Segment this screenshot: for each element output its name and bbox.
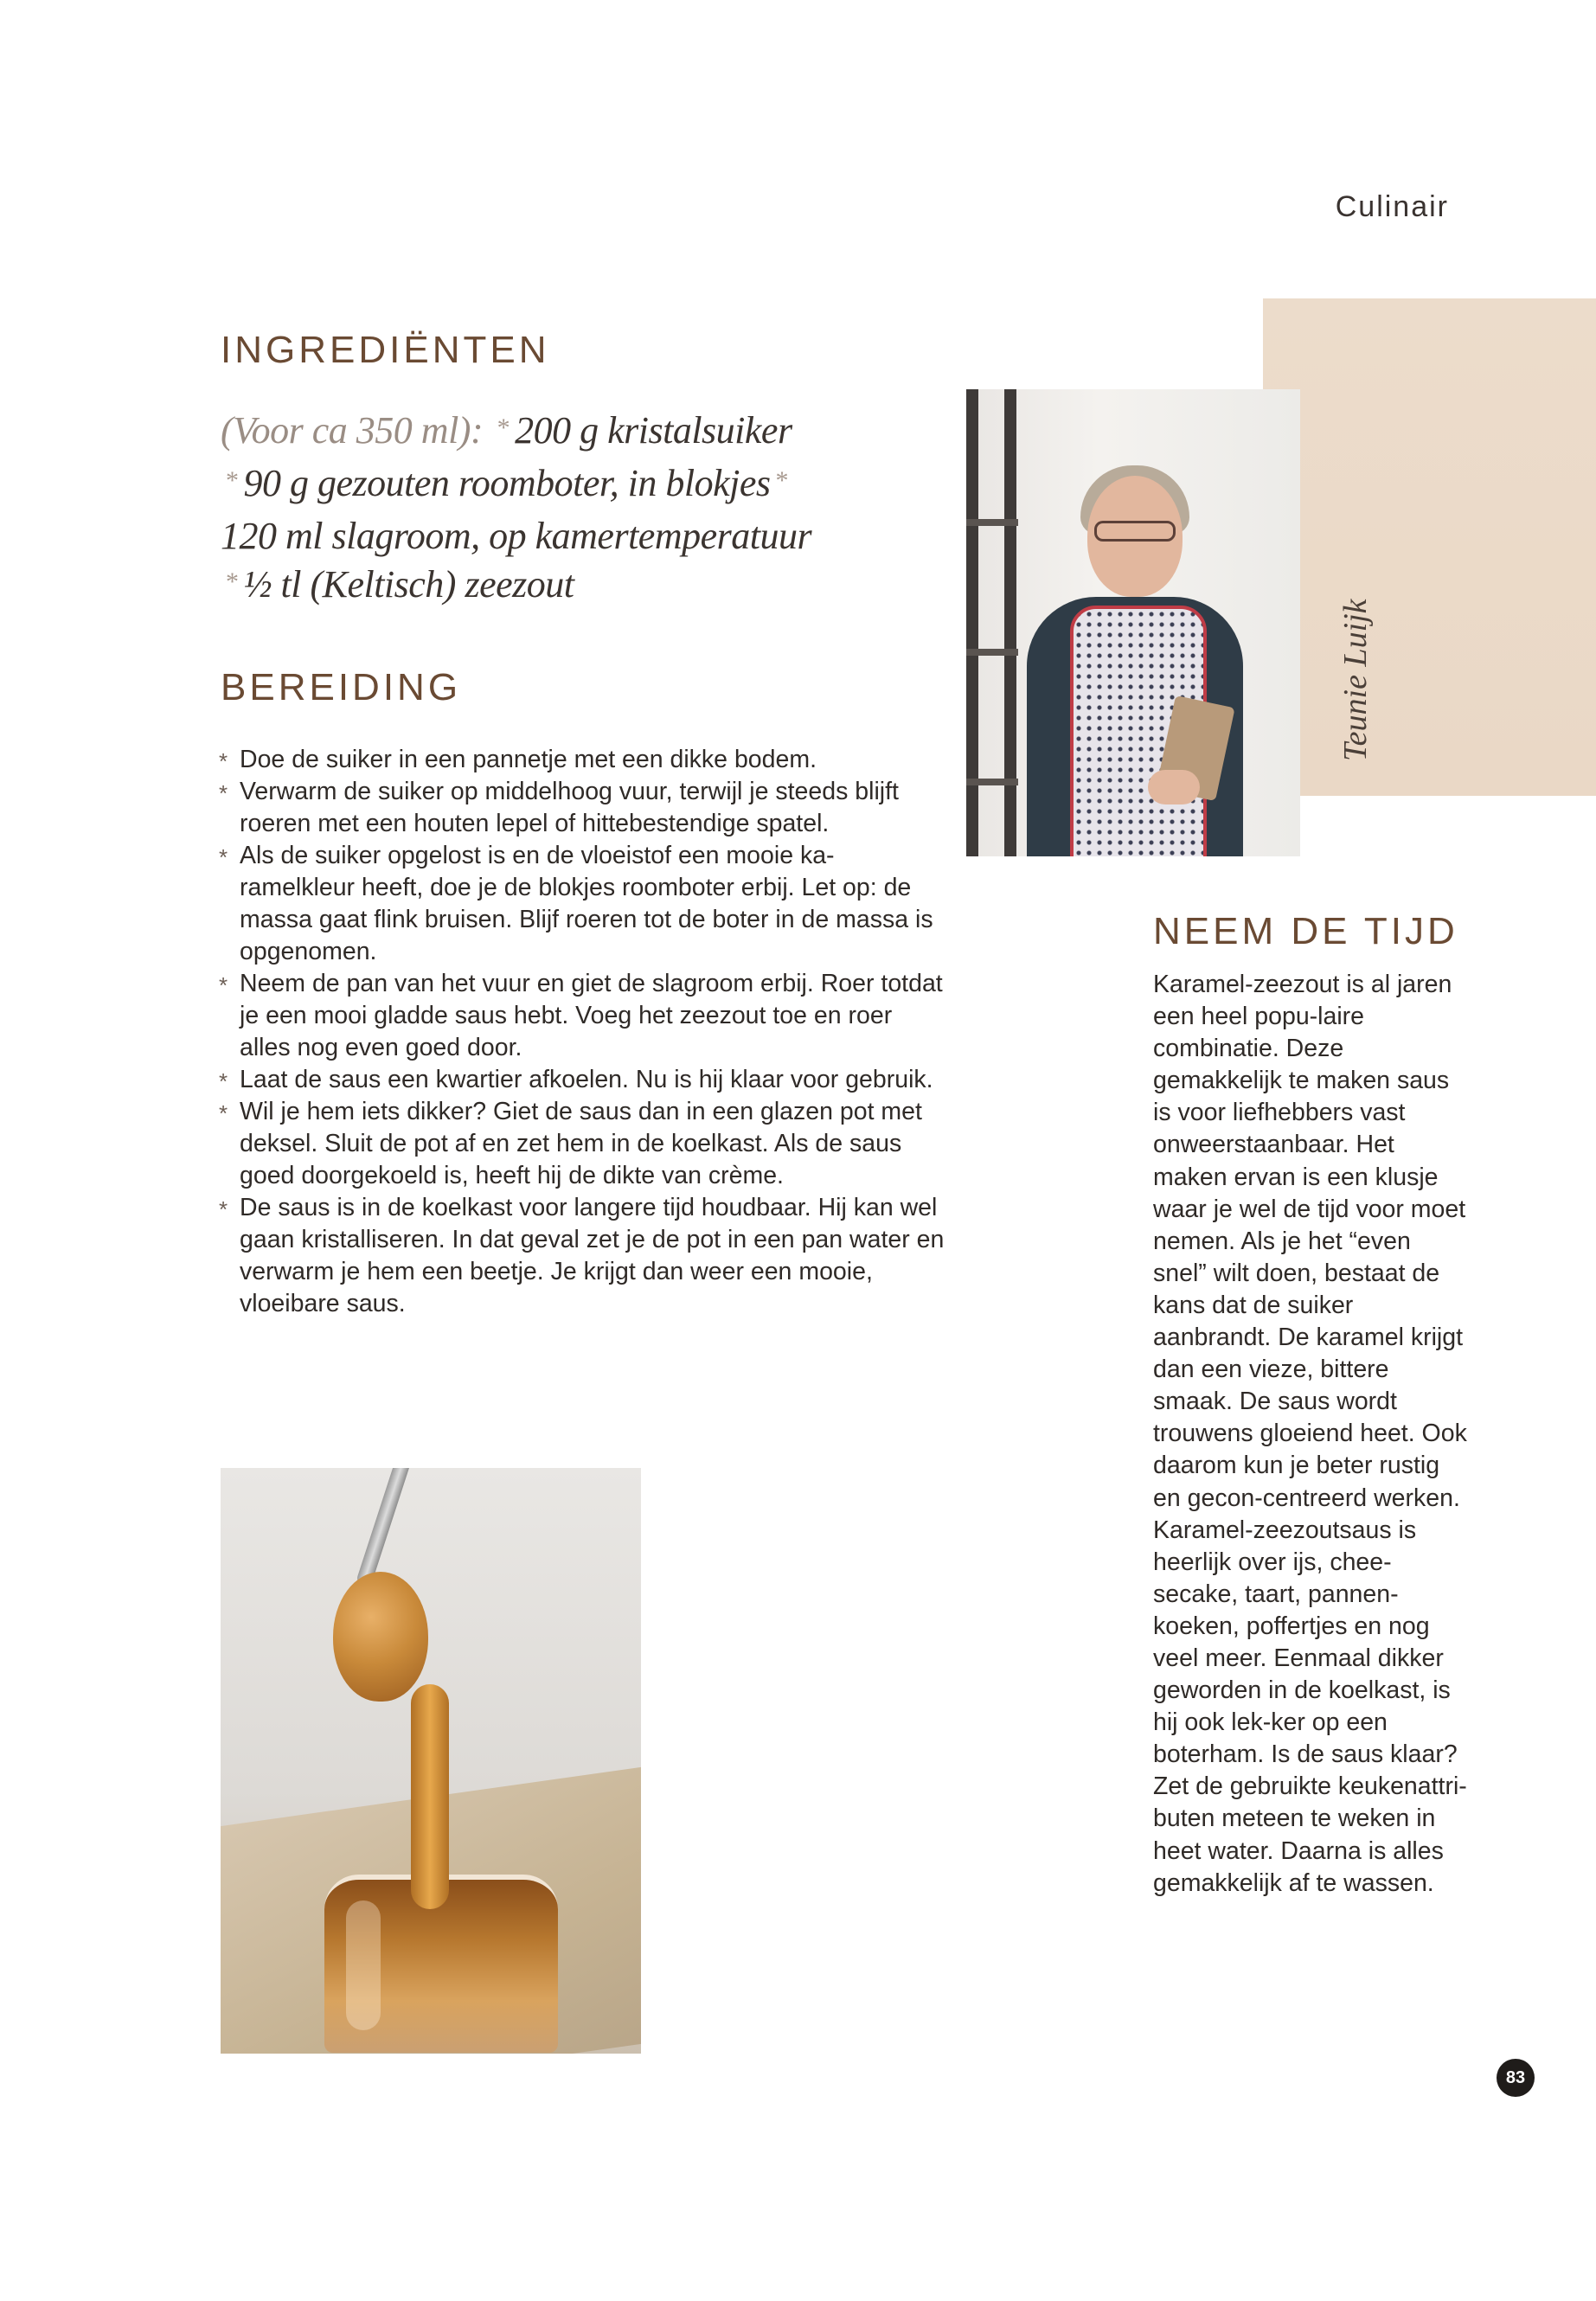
jar-highlight [346,1900,381,2030]
tip-text: Karamel-zeezout is al jaren een heel popu-laire combinatie. Deze gemakkelijk te maken saus is voor liefhebbers vast onweerstaanbaar. Het maken ervan is een klusje waar je wel de tijd voor moet nemen. Als je het “even snel” wilt doen, bestaat de kans dat de suiker aanbrandt. De karamel krijgt dan een vieze, bittere smaak. De saus wordt trouwens gloeiend heet. Ook daarom kun je beter rustig en gecon-centreerd werken. Karamel-zeezoutsaus is heerlijk over ijs, chee-secake, taart, pannen-koeken, poffertjes en nog veel meer. Eenmaal dikker geworden in de koelkast, is hij ook lek-ker op een boterham. Is de saus klaar? Zet de gebruikte keukenattri-buten meteen te weken in heet water. Daarna is alles gemakkelijk af te wassen. [1153,971,1467,1897]
preparation-steps [219,744,945,1320]
shelf-board [966,779,1018,785]
bullet-star-icon: * [226,567,239,596]
preparation-heading: BEREIDING [221,666,462,708]
ingredients-text [221,407,826,613]
spoon-handle [356,1468,413,1588]
ingredient-item: 200 g kristalsuiker [515,409,792,452]
section-label: Culinair [1335,190,1449,223]
page-number-badge: 83 [1497,2059,1535,2097]
ingredient-item: ½ tl (Keltisch) zeezout [243,563,574,606]
preparation-step: * De saus is in de koelkast voor langere tijd houdbaar. Hij kan wel gaan kristalliseren. In dat geval zet je de pot in een pan water en verwarm je hem een beetje. Je krijgt dan weer een mooie, vloeibare saus. [219,1192,945,1320]
shelf-board [966,519,1018,526]
preparation-step: * Als de suiker opgelost is en de vloeistof een mooie ka-ramelkleur heeft, doe je de blokjes roomboter erbij. Let op: de massa gaat flink bruisen. Blijf roeren tot de boter in de massa is opgenomen. [219,840,945,968]
caramel-sauce-photo [221,1468,641,2054]
caramel-drip [411,1684,449,1909]
spoon-with-caramel [333,1572,428,1702]
person-glasses [1094,521,1176,542]
author-portrait-photo [966,389,1300,856]
ingredients-intro: (Voor ca 350 ml): [221,409,484,452]
decorative-beige-block [1263,298,1596,796]
preparation-step: * Verwarm de suiker op middelhoog vuur, terwijl je steeds blijft roeren met een houten lepel of hittebestendige spatel. [219,776,945,840]
shelf-post-left [966,389,978,856]
bullet-star-icon: * [226,466,239,495]
preparation-step: * Wil je hem iets dikker? Giet de saus dan in een glazen pot met deksel. Sluit de pot af en zet hem in de koelkast. Als de saus goed doorgekoeld is, heeft hij de dikte van crème. [219,1096,945,1192]
ingredient-item: 90 g gezouten roomboter, in blokjes [243,462,771,504]
ingredients-heading: INGREDIËNTEN [221,329,550,371]
shelf-board [966,649,1018,656]
preparation-step: * Neem de pan van het vuur en giet de slagroom erbij. Roer totdat je een mooi gladde saus hebt. Voeg het zeezout toe en roer alles nog even goed door. [219,968,945,1064]
ingredient-item: 120 ml slagroom, op kamertemperatuur [221,515,812,557]
person-hand [1148,770,1200,804]
shelf-post-right [1004,389,1016,856]
author-name: Teunie Luijk [1337,599,1374,761]
tip-heading: NEEM DE TIJD [1153,910,1458,952]
preparation-step: * Doe de suiker in een pannetje met een dikke bodem. [219,744,945,776]
bullet-star-icon: * [775,466,789,495]
bullet-star-icon: * [497,413,510,442]
preparation-step: * Laat de saus een kwartier afkoelen. Nu is hij klaar voor gebruik. [219,1064,945,1096]
